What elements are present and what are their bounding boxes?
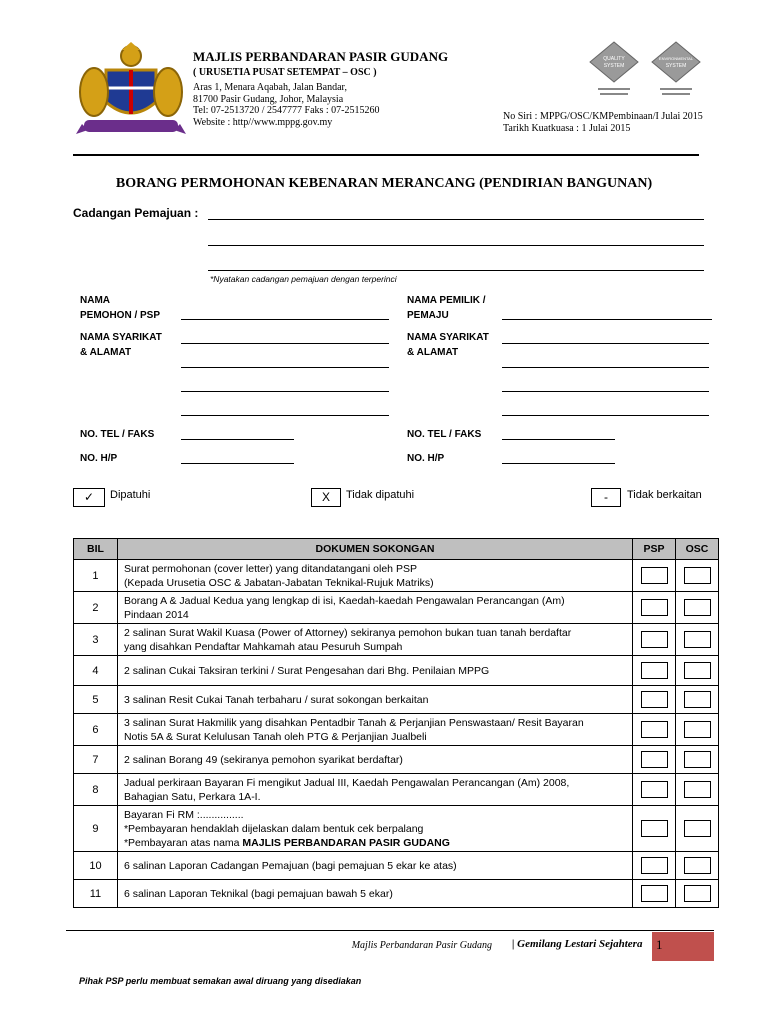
row-document-line: Jadual perkiraan Bayaran Fi mengikut Jadual III, Kaedah Pengawalan Perancangan (Am) 2008, [123,776,570,789]
tidak-dipatuhi-x-icon: X [311,488,341,507]
row-psp-cell [633,774,676,806]
osc-checkbox[interactable] [684,662,711,679]
osc-checkbox[interactable] [684,567,711,584]
row-document [117,852,632,880]
row-psp-cell [633,592,676,624]
psp-checkbox[interactable] [641,631,668,648]
row-psp-cell [633,852,676,880]
env-cert-label-2: SYSTEM [665,63,687,69]
address-line-1: Aras 1, Menara Aqabah, Jalan Bandar, [193,82,347,93]
row-document-line: Borang A & Jadual Kedua yang lengkap di isi, Kaedah-kaedah Pengawalan Perancangan (Am) [123,594,565,607]
row-psp-cell [633,746,676,774]
row-osc-cell [676,852,719,880]
quality-cert-label-1: QUALITY [603,56,625,62]
psp-checkbox[interactable] [641,751,668,768]
syarikat-alamat-field-3[interactable] [181,391,389,392]
row-number: 1 [74,560,118,592]
row-document [117,686,632,714]
hp-label: NO. H/P [80,453,118,464]
row-document-line: yang disahkan Pendaftar Mahkamah atau Pesuruh Sumpah [123,640,403,653]
website: Website : http//www.mppg.gov.my [193,117,333,128]
psp-checkbox[interactable] [641,820,668,837]
row-psp-cell [633,806,676,852]
quality-system-cert-icon [588,40,640,102]
row-number: 4 [74,656,118,686]
row-document [117,806,632,852]
osc-checkbox[interactable] [684,885,711,902]
psp-checkbox[interactable] [641,721,668,738]
col-dokumen-header: DOKUMEN SOKONGAN [117,539,632,560]
table-row [74,714,719,746]
row-osc-cell [676,880,719,908]
row-psp-cell [633,686,676,714]
row-osc-cell [676,592,719,624]
tel-faks-field[interactable] [181,439,294,440]
row-number: 6 [74,714,118,746]
council-name: MAJLIS PERBANDARAN PASIR GUDANG [193,49,449,64]
row-document-line: Bahagian Satu, Perkara 1A-I. [123,790,261,803]
syarikat-alamat-field-1[interactable] [181,343,389,344]
cadangan-line-2[interactable] [208,245,704,246]
council-crest-logo [76,40,186,138]
row-osc-cell [676,656,719,686]
header-divider [73,154,699,156]
row-psp-cell [633,714,676,746]
row-psp-cell [633,656,676,686]
row-document [117,714,632,746]
row-psp-cell [633,624,676,656]
row-document-line: 6 salinan Laporan Teknikal (bagi pemajuan bawah 5 ekar) [123,887,393,900]
row-document-line: 3 salinan Surat Hakmilik yang disahkan Pentadbir Tanah & Perjanjian Penswastaan/ Resit Bayaran [123,716,584,729]
osc-unit: ( URUSETIA PUSAT SETEMPAT – OSC ) [193,67,377,78]
osc-checkbox[interactable] [684,820,711,837]
table-row [74,656,719,686]
row-number: 11 [74,880,118,908]
nama-pemohon-label-line1: NAMA [80,295,110,306]
row-document-line: 2 salinan Surat Wakil Kuasa (Power of Attorney) sekiranya pemohon bukan tuan tanah berdaftar [123,626,572,639]
env-cert-label-1: ENVIRONMENTAL [658,56,694,61]
effective-date: Tarikh Kuatkuasa : 1 Julai 2015 [503,123,631,134]
psp-checkbox[interactable] [641,599,668,616]
dipatuhi-label: Dipatuhi [110,489,151,501]
pemilik-syarikat-label-line1: NAMA SYARIKAT [407,332,489,343]
tidak-dipatuhi-label: Tidak dipatuhi [346,489,415,501]
row-osc-cell [676,806,719,852]
row-psp-cell [633,560,676,592]
nama-pemohon-field[interactable] [181,319,389,320]
cadangan-pemajuan-label: Cadangan Pemajuan : [73,206,199,220]
row-document-line: 6 salinan Laporan Cadangan Pemajuan (bagi pemajuan 5 ekar ke atas) [123,859,457,872]
row-number: 7 [74,746,118,774]
quality-cert-label-2: SYSTEM [603,63,625,69]
row-document [117,880,632,908]
table-row [74,880,719,908]
table-row [74,774,719,806]
pemilik-tel-faks-field[interactable] [502,439,615,440]
hp-field[interactable] [181,463,294,464]
tidak-berkaitan-dash-icon: - [591,488,621,507]
row-document-line: 3 salinan Resit Cukai Tanah terbaharu / surat sokongan berkaitan [123,693,429,706]
environmental-system-cert-icon [650,40,702,102]
cadangan-line-3[interactable] [208,270,704,271]
table-row [74,852,719,880]
footer-divider [66,930,714,931]
syarikat-alamat-field-4[interactable] [181,415,389,416]
osc-checkbox[interactable] [684,599,711,616]
row-document [117,746,632,774]
table-row [74,806,719,852]
dipatuhi-check-icon: ✓ [73,488,105,507]
row-osc-cell [676,624,719,656]
col-osc-header: OSC [676,539,719,560]
syarikat-label-line1: NAMA SYARIKAT [80,332,162,343]
row-osc-cell [676,774,719,806]
osc-checkbox[interactable] [684,691,711,708]
row-document-line: Pindaan 2014 [123,608,189,621]
psp-checkbox[interactable] [641,567,668,584]
table-row [74,746,719,774]
table-row [74,686,719,714]
table-row [74,592,719,624]
pemilik-syarikat-label-line2: & ALAMAT [407,347,459,358]
psp-checkbox[interactable] [641,781,668,798]
nama-pemilik-label [407,293,486,323]
row-number: 10 [74,852,118,880]
pemilik-hp-field[interactable] [502,463,615,464]
row-osc-cell [676,560,719,592]
tel-faks-label: NO. TEL / FAKS [80,429,155,440]
row-document [117,592,632,624]
serial-number: No Siri : MPPG/OSC/KMPembinaan/I Julai 2015 [503,111,703,122]
row-number: 9 [74,806,118,852]
row-document-line: 2 salinan Borang 49 (sekiranya pemohon syarikat berdaftar) [123,753,403,766]
pemilik-alamat-field-4[interactable] [502,415,709,416]
row-document-line: Surat permohonan (cover letter) yang ditandatangani oleh PSP [123,562,417,575]
pemilik-alamat-field-2[interactable] [502,367,709,368]
row-document-line: *Pembayaran atas nama MAJLIS PERBANDARAN PASIR GUDANG [123,836,450,849]
row-psp-cell [633,880,676,908]
row-number: 5 [74,686,118,714]
row-document-line: *Pembayaran hendaklah dijelaskan dalam bentuk cek berpalang [123,822,424,835]
psp-checkbox[interactable] [641,885,668,902]
psp-checkbox[interactable] [641,662,668,679]
pemilik-syarikat-alamat-label [407,330,489,360]
osc-checkbox[interactable] [684,721,711,738]
row-number: 2 [74,592,118,624]
syarikat-alamat-field-2[interactable] [181,367,389,368]
nama-pemilik-label-line1: NAMA PEMILIK / [407,295,486,306]
row-number: 8 [74,774,118,806]
osc-checkbox[interactable] [684,751,711,768]
row-document [117,560,632,592]
row-osc-cell [676,714,719,746]
syarikat-label-line2: & ALAMAT [80,347,132,358]
col-psp-header: PSP [633,539,676,560]
row-document-line: (Kepada Urusetia OSC & Jabatan-Jabatan Teknikal-Rujuk Matriks) [123,576,434,589]
nama-pemohon-label-line2: PEMOHON / PSP [80,310,161,321]
cadangan-note: *Nyatakan cadangan pemajuan dengan terperinci [210,274,397,284]
psp-checkbox[interactable] [641,857,668,874]
row-number: 3 [74,624,118,656]
page-number: 1 [656,937,663,952]
col-bil-header: BIL [74,539,118,560]
table-row [74,560,719,592]
nama-pemohon-label [80,293,160,323]
psp-check-note: Pihak PSP perlu membuat semakan awal diruang yang disediakan [79,976,362,986]
cadangan-line-1[interactable] [208,219,704,220]
tidak-berkaitan-label: Tidak berkaitan [627,489,702,501]
row-document [117,624,632,656]
osc-checkbox[interactable] [684,781,711,798]
row-document-line: Bayaran Fi RM :............... [123,808,244,821]
table-header-row [74,539,719,560]
osc-checkbox[interactable] [684,631,711,648]
footer-slogan: | Gemilang Lestari Sejahtera [512,938,643,950]
osc-checkbox[interactable] [684,857,711,874]
row-osc-cell [676,746,719,774]
pemilik-alamat-field-1[interactable] [502,343,709,344]
row-document [117,656,632,686]
row-osc-cell [676,686,719,714]
row-document-line: Notis 5A & Surat Kelulusan Tanah oleh PTG & Perjanjian Jualbeli [123,730,427,743]
form-title: BORANG PERMOHONAN KEBENARAN MERANCANG (PENDIRIAN BANGUNAN) [115,176,653,191]
phone-fax: Tel: 07-2513720 / 2547777 Faks : 07-2515260 [193,105,380,116]
pemilik-alamat-field-3[interactable] [502,391,709,392]
pemilik-tel-faks-label: NO. TEL / FAKS [407,429,482,440]
nama-pemilik-field[interactable] [502,319,712,320]
pemilik-hp-label: NO. H/P [407,453,445,464]
row-document [117,774,632,806]
dokumen-sokongan-table [73,538,719,908]
syarikat-alamat-label [80,330,162,360]
row-document-line: 2 salinan Cukai Taksiran terkini / Surat Pengesahan dari Bhg. Penilaian MPPG [123,664,490,677]
nama-pemilik-label-line2: PEMAJU [407,310,449,321]
psp-checkbox[interactable] [641,691,668,708]
address-line-2: 81700 Pasir Gudang, Johor, Malaysia [193,94,344,105]
footer-council-name: Majlis Perbandaran Pasir Gudang [351,940,492,951]
table-row [74,624,719,656]
